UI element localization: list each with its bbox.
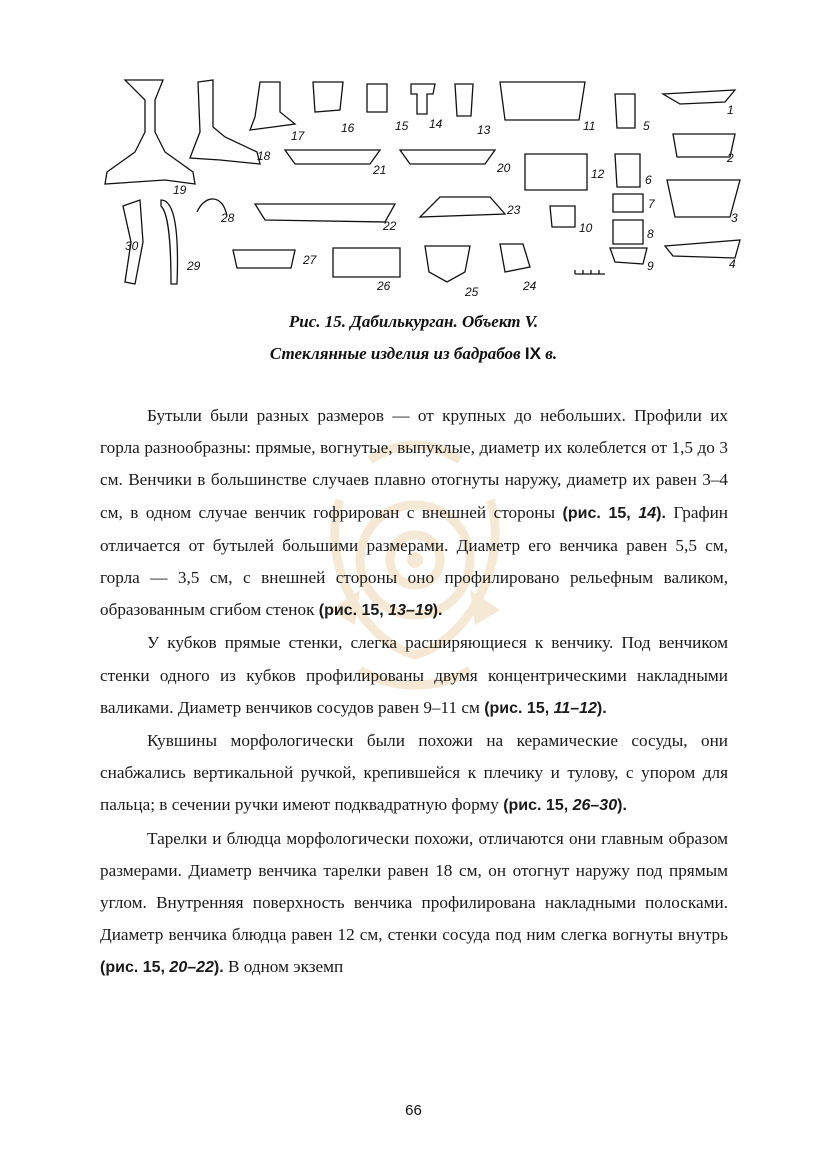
figure-caption-line1: Рис. 15. Дабилькурган. Объект V. xyxy=(288,312,539,331)
fig-label-8: 8 xyxy=(647,227,654,241)
figure-reference: (рис. 15, 11–12). xyxy=(484,699,607,717)
vessel-drawings xyxy=(95,72,745,304)
fig-label-14: 14 xyxy=(429,117,443,131)
fig-label-5: 5 xyxy=(643,119,650,133)
fig-label-3: 3 xyxy=(731,211,738,225)
fig-label-24: 24 xyxy=(523,279,537,293)
fig-label-2: 2 xyxy=(727,151,734,165)
paragraph-plates: Тарелки и блюдца морфологически похожи, отличаются они главным образом размерами. Диаметр венчика тарелки равен 18 см, он отогнут наружу под прямым углом. Внутренняя поверхность венчика профилирована накладными полосками. Диаметр венчика блюдца равен 12 см, стенки сосуда под ним слегка вогнуты внутрь (рис. 15, 20–22). В одном экземп xyxy=(100,828,728,977)
fig-label-22: 22 xyxy=(383,219,397,233)
paragraph-bottles: Бутыли были разных размеров — от крупных до небольших. Профили их горла разнообразны: прямые, вогнутые, выпуклые, диаметр их колеблется от 1,5 до 3 см. Венчики в большинстве случаев плавно отогнуты наружу, диаметр их равен 3–4 см, в одном случае венчик гофрирован с внешней стороны (рис. 15, 14). Графин отличается от бутылей большими размерами. Диаметр его венчика равен 5,5 см, горла — 3,5 см, с внешней стороны оно профилировано рельефным валиком, образованным сгибом стенок (рис. 15, 13–19). xyxy=(100,406,729,620)
fig-label-28: 28 xyxy=(221,211,235,225)
paragraph-goblets: У кубков прямые стенки, слегка расширяющиеся к венчику. Под венчиком стенки одного из кубков профилированы двумя концентрическими накладными валиками. Диаметр венчиков сосудов равен 9–11 см (рис. 15, 11–12). xyxy=(100,633,728,717)
figure-reference: (рис. 15, 14). xyxy=(562,504,666,522)
figure-reference: (рис. 15, 13–19). xyxy=(318,602,443,620)
fig-label-26: 26 xyxy=(377,279,391,293)
fig-label-27: 27 xyxy=(303,253,317,267)
fig-label-13: 13 xyxy=(477,123,491,137)
fig-label-30: 30 xyxy=(125,239,139,253)
fig-label-19: 19 xyxy=(173,183,187,197)
fig-label-20: 20 xyxy=(497,161,511,175)
figure-reference: (рис. 15, 20–22). xyxy=(100,959,224,977)
fig-label-25: 25 xyxy=(465,285,479,299)
fig-label-9: 9 xyxy=(647,259,654,273)
figure-reference: (рис. 15, 26–30). xyxy=(503,797,627,815)
fig-label-23: 23 xyxy=(507,203,521,217)
figure-glass-vessels xyxy=(95,72,745,304)
fig-label-21: 21 xyxy=(373,163,387,177)
drawing-flask-19 xyxy=(105,80,195,184)
fig-label-4: 4 xyxy=(729,257,736,271)
fig-label-10: 10 xyxy=(579,221,593,235)
fig-label-16: 16 xyxy=(341,121,355,135)
fig-label-7: 7 xyxy=(648,197,655,211)
fig-label-18: 18 xyxy=(257,149,271,163)
fig-label-15: 15 xyxy=(395,119,409,133)
fig-label-29: 29 xyxy=(187,259,201,273)
fig-label-6: 6 xyxy=(645,173,652,187)
body-text xyxy=(100,400,728,985)
fig-label-12: 12 xyxy=(591,167,605,181)
paragraph-jugs: Кувшины морфологически были похожи на керамические сосуды, они снабжались вертикальной ручкой, крепившейся к плечику и тулову, с упором для пальца; в сечении ручки имеют подквадратную форму (рис. 15, 26–30). xyxy=(100,731,728,815)
figure-caption-line2: Стеклянные изделия из бадрабов IX в. xyxy=(269,344,558,363)
fig-label-17: 17 xyxy=(291,129,305,143)
fig-label-1: 1 xyxy=(727,103,734,117)
fig-label-11: 11 xyxy=(583,119,596,133)
page-number: 66 xyxy=(405,1102,422,1119)
